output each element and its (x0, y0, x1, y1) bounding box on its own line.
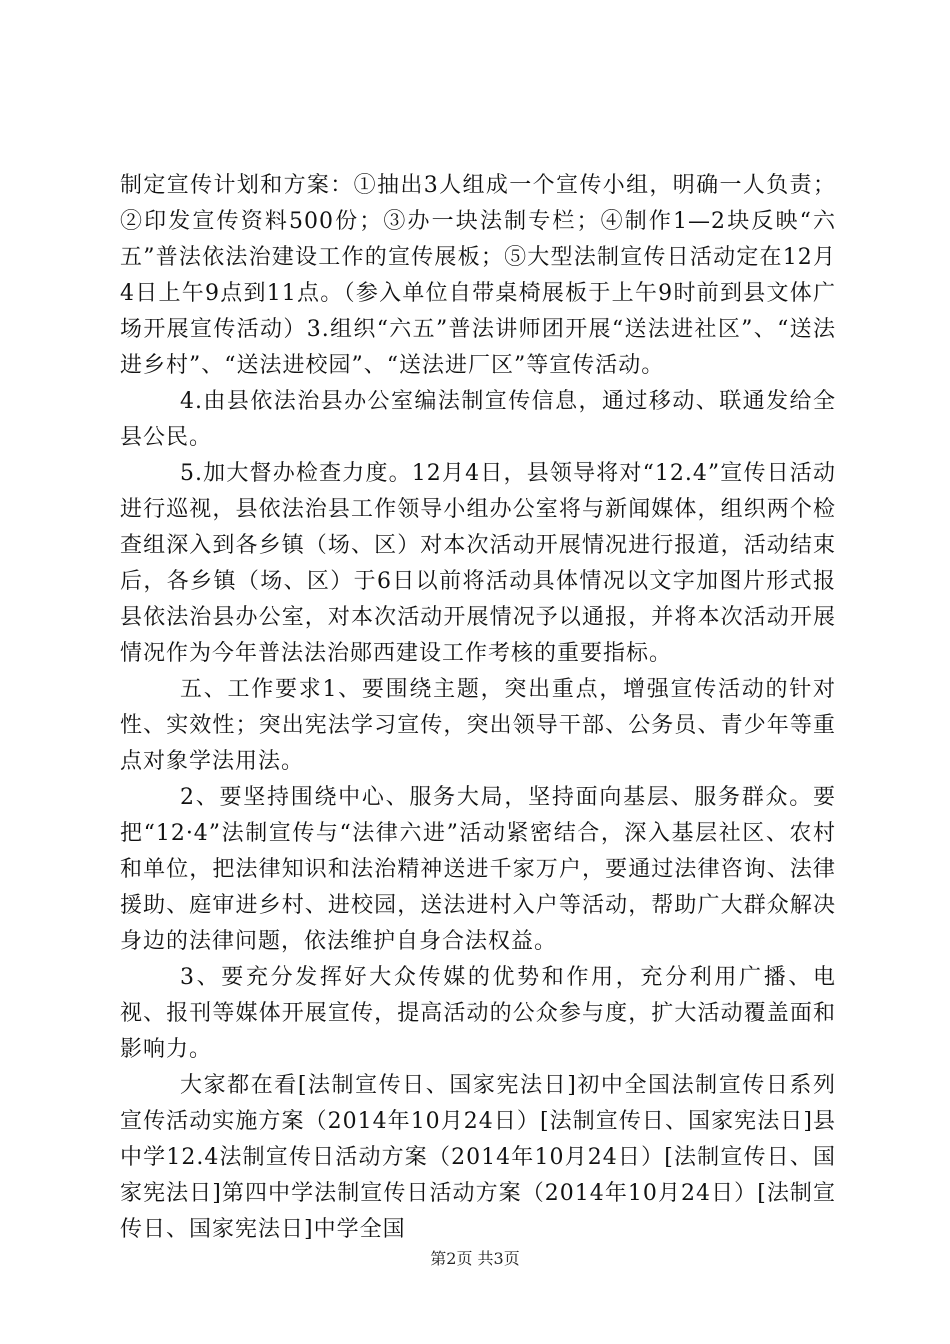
paragraph-related-reading: 大家都在看[法制宣传日、国家宪法日]初中全国法制宣传日系列宣传活动实施方案（2014年10月24日）[法制宣传日、国家宪法日]县中学12.4法制宣传日活动方案（2014年10月24日）[法制宣传日、国家宪法日]第四中学法制宣传日活动方案（2014年10月24日）[法制宣传日、国家宪法日]中学全国 (120, 1073, 836, 1242)
paragraph-requirements-2: 2、要坚持围绕中心、服务大局，坚持面向基层、服务群众。要把“12·4”法制宣传与“法律六进”活动紧密结合，深入基层社区、农村和单位，把法律知识和法治精神送进千家万户，要通过法律咨询、法律援助、庭审进乡村、进校园，送法进村入户等活动，帮助广大群众解决身边的法律问题，依法维护自身合法权益。 (120, 785, 836, 954)
document-body (120, 168, 836, 1248)
paragraph-item-5: 5.加大督办检查力度。12月4日，县领导将对“12.4”宣传日活动进行巡视，县依法治县工作领导小组办公室将与新闻媒体，组织两个检查组深入到各乡镇（场、区）对本次活动开展情况进行报道，活动结束后，各乡镇（场、区）于6日以前将活动具体情况以文字加图片形式报县依法治县办公室，对本次活动开展情况予以通报，并将本次活动开展情况作为今年普法法治郧西建设工作考核的重要指标。 (120, 461, 836, 666)
paragraph-item-4: 4.由县依法治县办公室编法制宣传信息，通过移动、联通发给全县公民。 (120, 389, 836, 450)
paragraph-requirements-1: 五、工作要求1、要围绕主题，突出重点，增强宣传活动的针对性、实效性；突出宪法学习宣传，突出领导干部、公务员、青少年等重点对象学法用法。 (120, 677, 836, 774)
paragraph-requirements-3: 3、要充分发挥好大众传媒的优势和作用，充分利用广播、电视、报刊等媒体开展宣传，提高活动的公众参与度，扩大活动覆盖面和影响力。 (120, 965, 836, 1062)
paragraph-plan: 制定宣传计划和方案：①抽出3人组成一个宣传小组，明确一人负责；②印发宣传资料500份；③办一块法制专栏；④制作1—2块反映“六五”普法依法治建设工作的宣传展板；⑤大型法制宣传日活动定在12月4日上午9点到11点。（参入单位自带桌椅展板于上午9时前到县文体广场开展宣传活动）3.组织“六五”普法讲师团开展“送法进社区”、“送法进乡村”、“送法进校园”、“送法进厂区”等宣传活动。 (120, 173, 836, 378)
page-footer: 第2页 共3页 (430, 1249, 520, 1268)
